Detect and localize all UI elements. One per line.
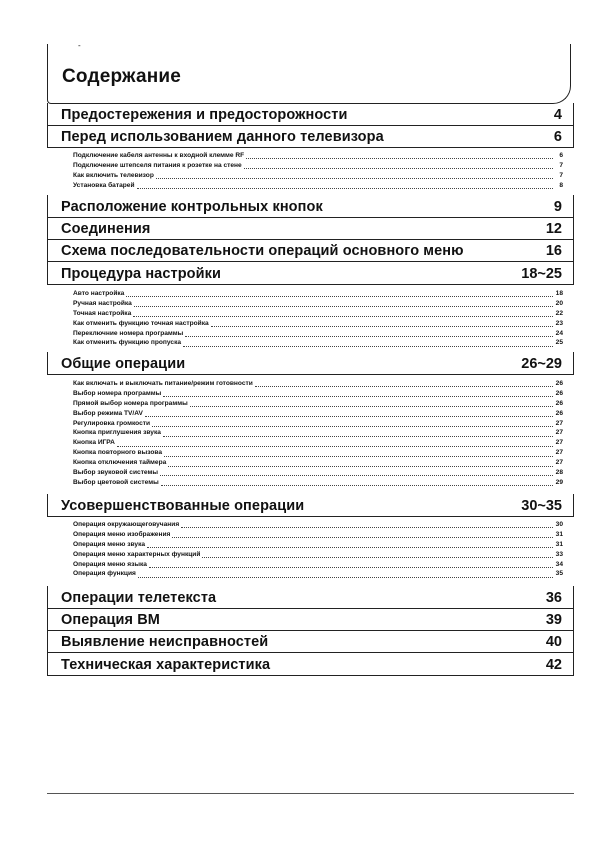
toc-entry[interactable] [73,389,563,399]
section-page-number: 18~25 [521,266,562,282]
entry-text: Кнопка отключения таймера [73,459,167,467]
entry-text: Операция меню языка [73,560,147,568]
section-heading[interactable] [47,355,574,375]
section-divider [573,494,574,497]
entry-page-number: 27 [555,429,563,437]
page-title: Содержание [62,66,182,87]
section-page-number: 40 [545,634,562,650]
section-heading[interactable] [47,497,574,517]
section-divider [573,586,574,589]
dot-leader [185,330,553,337]
entry-text: Прямой выбор номера программы [73,399,188,407]
section-heading[interactable] [47,106,574,126]
toc-entry[interactable] [73,438,563,448]
entry-page-number: 26 [555,380,563,387]
dot-leader [172,531,553,538]
entry-text: Подключение кабеля антенны к входной клемме RF [73,152,245,159]
toc-entry[interactable] [73,379,563,389]
toc-entry[interactable] [73,468,563,478]
section-title: Общие операции [61,356,186,372]
dot-leader [255,380,553,387]
section-title: Операция ВМ [61,612,160,628]
dot-leader [133,310,553,317]
toc-entry[interactable] [73,419,563,429]
entry-page-number: 30 [555,521,563,528]
section-page-number: 36 [545,590,562,606]
section-divider [573,352,574,355]
entry-text: Как включить телевизор [73,171,154,179]
entry-text: Как включать и выключать питание/режим готовности [73,380,253,387]
section-divider [573,239,574,242]
entry-text: Операция меню характерных функций [73,550,201,558]
entry-text: Подключение штепселя питания к розетке на стене [73,161,242,169]
section-title: Предостережения и предосторожности [61,107,348,123]
dot-leader [149,561,553,568]
section-title: Перед использованием данного телевизора [61,129,384,145]
section-heading[interactable] [47,242,574,262]
section-page-number: 42 [545,657,562,673]
section-page-number: 26~29 [521,356,562,372]
entry-text: Как отменить функцию пропуска [73,339,182,347]
section-heading[interactable] [47,128,574,148]
dot-leader [183,340,553,347]
entry-list [73,520,563,579]
entry-text: Кнопка повторного вызова [73,449,162,457]
entry-text: Кнопка приглушения звука [73,429,161,437]
entry-page-number: 23 [555,319,563,327]
dot-leader [156,172,553,179]
toc-entry[interactable] [73,560,563,570]
section-title: Схема последовательности операций основного меню [61,243,464,259]
entry-page-number: 33 [555,550,563,558]
section-title: Операции телетекста [61,590,217,606]
section-title: Техническая характеристика [61,657,271,673]
toc-entry[interactable] [73,428,563,438]
toc-entry[interactable] [73,338,563,348]
dot-leader [202,551,553,558]
toc-entry[interactable] [73,540,563,550]
section-divider [573,630,574,633]
dot-leader [190,400,553,407]
section-divider [573,125,574,128]
entry-page-number: 29 [555,478,563,486]
dot-leader [117,440,553,447]
dot-leader [145,410,553,417]
entry-page-number: 26 [555,409,563,417]
section-page-number: 12 [545,221,562,237]
section-heading[interactable] [47,198,574,218]
toc-entry[interactable] [73,458,563,468]
entry-page-number: 22 [555,309,563,317]
dot-leader [126,290,553,297]
section-heading[interactable] [47,611,574,631]
entry-text: Авто настройка [73,290,125,297]
entry-page-number: 35 [555,570,563,578]
entry-text: Операция меню звука [73,540,146,548]
toc-entry[interactable] [73,399,563,409]
dot-leader [137,182,554,189]
entry-list [73,151,563,191]
section-page-number: 4 [553,107,562,123]
entry-text: Выбор режима TV/AV [73,409,143,417]
section-title: Выявление неисправностей [61,634,269,650]
entry-list [73,379,563,488]
dot-leader [181,521,553,528]
entry-page-number: 27 [555,459,563,467]
entry-page-number: 26 [555,399,563,407]
toc-entry[interactable] [73,550,563,560]
dot-leader [161,479,553,486]
entry-text: Переключние номера программы [73,329,184,337]
entry-page-number: 31 [555,540,563,548]
entry-page-number: 27 [555,439,563,447]
toc-entry[interactable] [73,151,563,161]
entry-page-number: 24 [555,329,563,337]
entry-list [73,289,563,348]
toc-entry[interactable] [73,299,563,309]
section-divider [573,262,574,265]
toc-entry[interactable] [73,181,563,191]
section-divider [573,103,574,106]
toc-entry[interactable] [73,309,563,319]
dot-leader [152,420,553,427]
dot-leader [164,450,553,457]
entry-text: Выбор цветовой системы [73,478,159,486]
dot-leader [163,430,553,437]
section-heading[interactable] [47,656,574,676]
entry-text: Операция меню изображения [73,530,171,538]
entry-page-number: 34 [555,560,563,568]
section-divider [573,653,574,656]
dot-leader [211,320,553,327]
toc-entry[interactable] [73,448,563,458]
dot-leader [138,571,553,578]
toc-entry[interactable] [73,161,563,171]
entry-text: Как отменить функцию точная настройка [73,319,209,327]
toc-entry[interactable] [73,478,563,488]
toc-entry[interactable] [73,329,563,339]
section-page-number: 39 [545,612,562,628]
entry-page-number: 28 [555,469,563,477]
section-page-number: 30~35 [521,498,562,514]
section-heading[interactable] [47,633,574,653]
entry-text: Операция окружающеговучания [73,521,180,528]
dot-leader [134,300,553,307]
section-title: Соединения [61,221,151,237]
section-page-number: 16 [545,243,562,259]
entry-text: Точная настройка [73,309,132,317]
entry-page-number: 27 [555,449,563,457]
entry-page-number: 6 [559,152,563,159]
section-heading[interactable] [47,265,574,285]
entry-page-number: 31 [555,530,563,538]
toc-entry[interactable] [73,409,563,419]
entry-text: Операция функция [73,570,136,578]
toc-entry[interactable] [73,530,563,540]
entry-text: Регулировка громкости [73,419,151,427]
entry-text: Установка батарей [73,181,135,189]
entry-text: Выбор звуковой системы [73,469,159,477]
section-title: Расположение контрольных кнопок [61,199,323,215]
bottom-rule [47,793,574,794]
dot-leader [163,390,553,397]
section-heading[interactable] [47,589,574,609]
section-divider [573,195,574,198]
entry-page-number: 26 [555,389,563,397]
section-page-number: 9 [553,199,562,215]
toc-entry[interactable] [73,569,563,579]
toc-entry[interactable] [73,319,563,329]
dot-leader [246,152,553,159]
dot-leader [168,460,553,467]
entry-page-number: 8 [559,181,563,189]
section-divider [573,608,574,611]
entry-page-number: 7 [559,171,563,179]
toc-entry[interactable] [73,520,563,530]
entry-page-number: 7 [559,161,563,169]
section-heading[interactable] [47,220,574,240]
dot-leader [244,162,553,169]
section-page-number: 6 [553,129,562,145]
section-divider [573,217,574,220]
dot-leader [147,541,553,548]
dot-leader [160,469,553,476]
entry-text: Кнопка ИГРА [73,439,115,447]
entry-page-number: 27 [555,419,563,427]
entry-page-number: 25 [555,339,563,347]
entry-page-number: 18 [555,290,563,297]
toc-entry[interactable] [73,289,563,299]
section-title: Усовершенствованные операции [61,498,305,514]
toc-entry[interactable] [73,171,563,181]
entry-page-number: 20 [555,299,563,307]
entry-text: Выбор номера программы [73,389,162,397]
entry-text: Ручная настройка [73,299,132,307]
title-mark: - [78,41,81,50]
section-title: Процедура настройки [61,266,222,282]
